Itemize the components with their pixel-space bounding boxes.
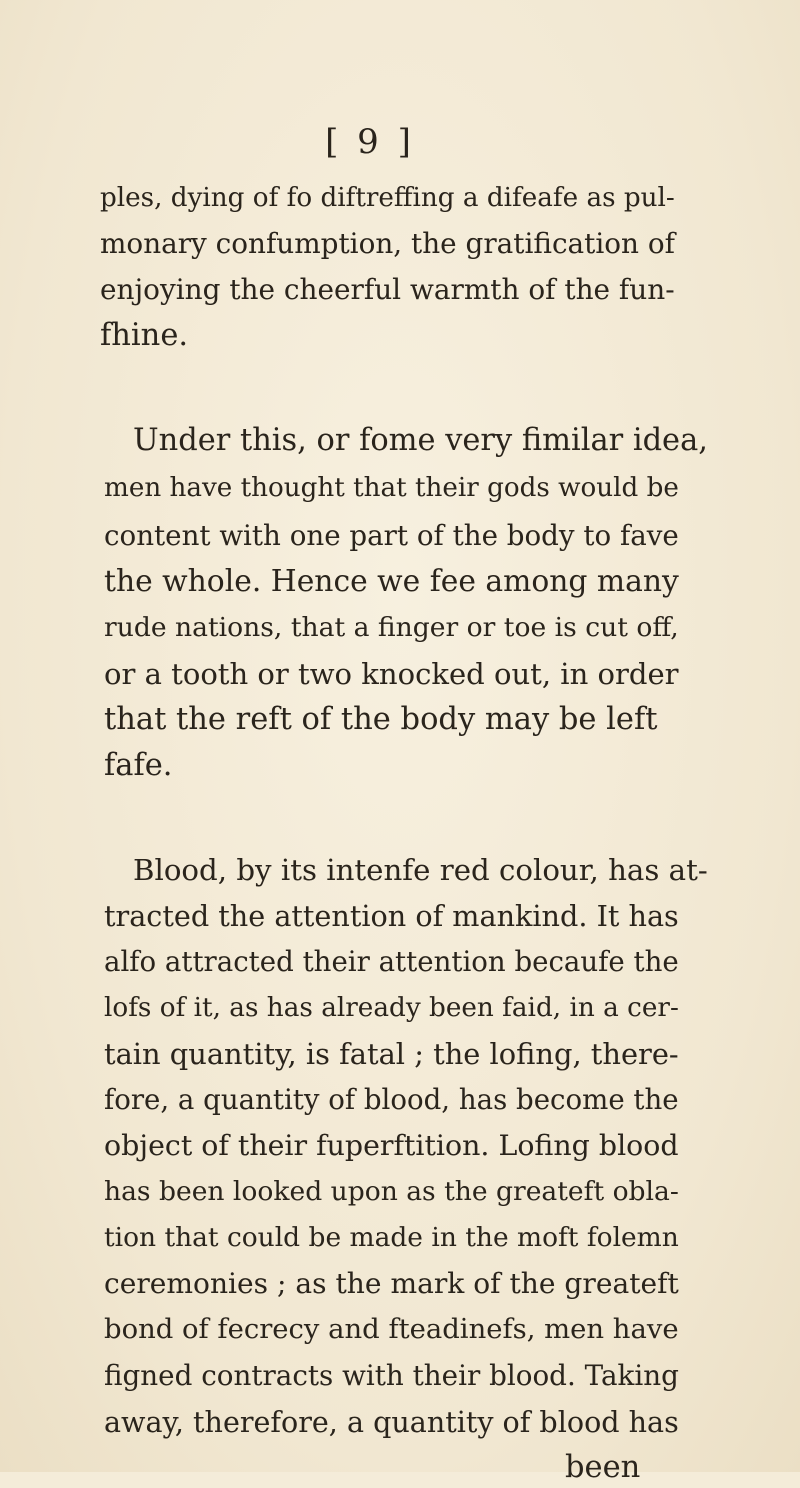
text-line: ples, dying of fo diftreffing a difeafe as pul- bbox=[100, 183, 675, 213]
text-line: monary confumption, the gratification of bbox=[100, 227, 675, 260]
text-line: away, therefore, a quantity of blood has bbox=[104, 1405, 679, 1439]
text-line: fhine. bbox=[100, 318, 189, 353]
text-line: lofs of it, as has already been faid, in a cer- bbox=[104, 993, 679, 1023]
text-line: fafe. bbox=[104, 748, 173, 783]
text-line: has been looked upon as the greateft obla- bbox=[104, 1176, 679, 1207]
text-line: the whole. Hence we fee among many bbox=[104, 564, 679, 599]
text-line: tain quantity, is fatal ; the lofing, there- bbox=[104, 1037, 679, 1071]
text-line: rude nations, that a finger or toe is cut off, bbox=[104, 612, 679, 643]
text-line: or a tooth or two knocked out, in order bbox=[104, 657, 679, 691]
text-line: ceremonies ; as the mark of the greateft bbox=[104, 1267, 679, 1300]
text-line: fore, a quantity of blood, has become the bbox=[104, 1083, 679, 1116]
page-number-header: [ 9 ] bbox=[325, 122, 415, 162]
text-line: bond of fecrecy and fteadinefs, men have bbox=[104, 1314, 679, 1345]
text-line: tion that could be made in the moft folemn bbox=[104, 1222, 679, 1253]
text-line: Under this, or fome very fimilar idea, bbox=[133, 423, 708, 458]
text-line: content with one part of the body to fave bbox=[104, 519, 679, 552]
text-line: that the reft of the body may be left bbox=[104, 702, 658, 737]
text-line: men have thought that their gods would be bbox=[104, 473, 679, 503]
catchword: been bbox=[565, 1450, 641, 1485]
text-line: alfo attracted their attention becaufe the bbox=[104, 945, 679, 978]
text-line: enjoying the cheerful warmth of the fun- bbox=[100, 273, 675, 306]
text-line: object of their fuperftition. Lofing blood bbox=[104, 1129, 679, 1162]
text-line: tracted the attention of mankind. It has bbox=[104, 899, 679, 933]
text-line: Blood, by its intenfe red colour, has at- bbox=[133, 853, 708, 887]
text-line: figned contracts with their blood. Taking bbox=[104, 1359, 679, 1392]
